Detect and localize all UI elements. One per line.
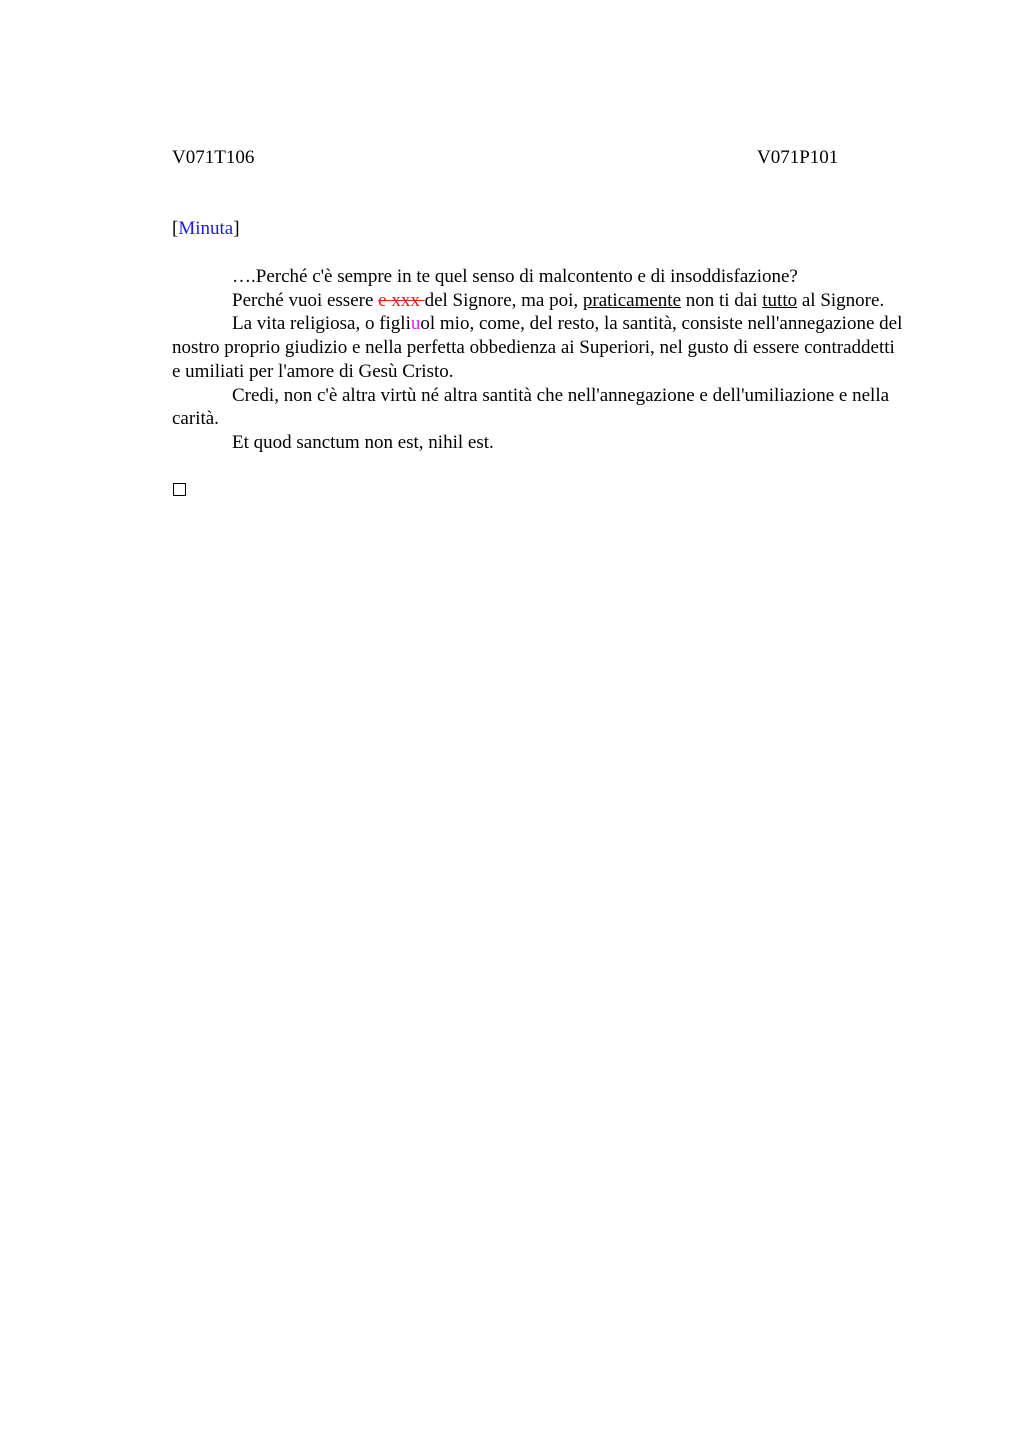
p2-end: al Signore.: [797, 289, 885, 311]
header-left-code: V071T106: [172, 147, 255, 168]
end-marker-box-icon: [173, 483, 186, 496]
paragraph-5: Et quod sanctum non est, nihil est.: [232, 431, 494, 453]
p2-middle: non ti dai: [681, 289, 763, 311]
p3-inserted-letter: u: [410, 313, 421, 335]
p3-before-insertion: La vita religiosa, o figli: [232, 313, 411, 335]
header-right-code: V071P101: [757, 147, 839, 168]
open-bracket: [: [172, 218, 179, 239]
p2-before-deletion: Perché vuoi essere: [232, 289, 379, 311]
section-label: [172, 217, 240, 241]
section-label-text: Minuta: [178, 218, 234, 239]
body-text: [172, 265, 907, 455]
close-bracket: ]: [233, 218, 240, 239]
paragraph-4: Credi, non c'è altra virtù né altra santità che nell'annegazione e dell'umiliazione e nella carità.: [172, 384, 890, 430]
paragraph-2: [172, 289, 907, 313]
p2-after-deletion: del Signore, ma poi,: [424, 289, 583, 311]
paragraph-1: ….Perché c'è sempre in te quel senso di malcontento e di insoddisfazione?: [232, 266, 798, 287]
p2-underlined-praticamente: praticamente: [582, 289, 681, 311]
paragraph-3: [172, 312, 907, 383]
p3-after-insertion: ol mio, come, del resto, la santità, consiste nell'annegazione del nostro proprio giudizio e nella perfetta obbedienza ai Superiori, nel gusto di essere contraddetti e umiliati per l'amore di Gesù Cristo.: [172, 313, 903, 382]
p2-underlined-tutto: tutto: [762, 289, 798, 311]
p2-deleted-text: e xxx: [378, 289, 425, 311]
